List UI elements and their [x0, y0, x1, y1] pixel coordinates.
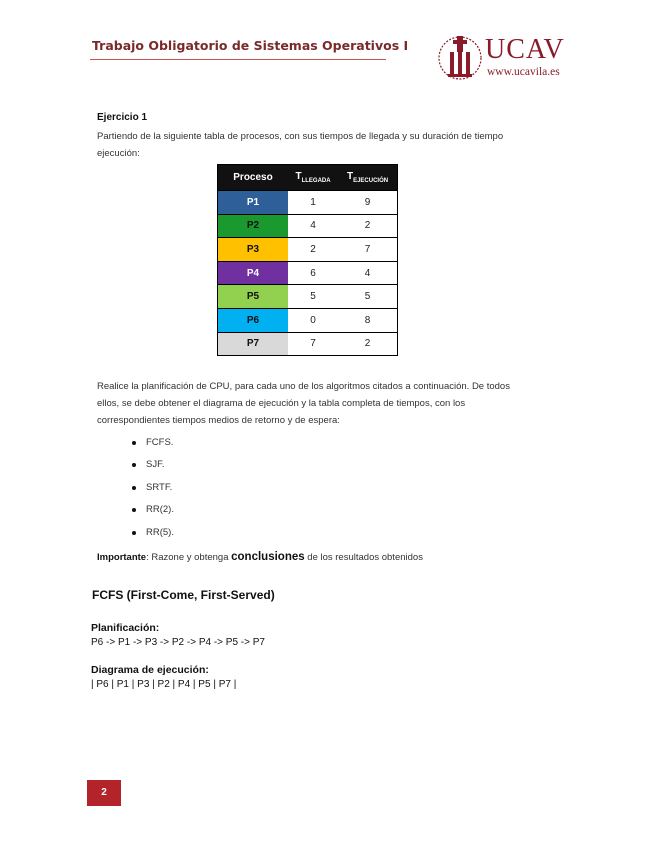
process-cell: P3: [218, 238, 289, 262]
process-cell: P6: [218, 308, 289, 332]
list-item: FCFS.: [132, 432, 174, 454]
llegada-cell: 6: [288, 261, 338, 285]
table-row: [218, 308, 398, 332]
llegada-cell: 7: [288, 332, 338, 356]
col-t-llegada-t: T: [295, 171, 302, 182]
algorithm-list: [132, 432, 174, 544]
page-number: 2: [87, 780, 121, 806]
important-note: [97, 551, 423, 563]
important-pre: : Razone y obtenga: [146, 552, 232, 563]
planning-value: P6 -> P1 -> P3 -> P2 -> P4 -> P5 -> P7: [91, 637, 265, 648]
exercise-intro: Partiendo de la siguiente tabla de procesos, con sus tiempos de llegada y su duración de tiempo ejecución:: [97, 131, 504, 159]
ejecucion-cell: 2: [338, 332, 397, 356]
process-cell: P2: [218, 214, 289, 238]
col-t-llegada-sub: LLEGADA: [301, 178, 331, 184]
table-row: [218, 332, 398, 356]
planning-label: Planificación:: [91, 622, 160, 634]
list-item: RR(2).: [132, 499, 174, 521]
exercise-title: Ejercicio 1: [97, 112, 148, 123]
list-item: SJF.: [132, 454, 174, 476]
table-row: [218, 261, 398, 285]
process-cell: P4: [218, 261, 289, 285]
fcfs-heading: FCFS (First-Come, First-Served): [92, 588, 275, 602]
important-word: conclusiones: [231, 551, 305, 563]
table-row: [218, 285, 398, 309]
llegada-cell: 0: [288, 308, 338, 332]
llegada-cell: 5: [288, 285, 338, 309]
list-item: RR(5).: [132, 522, 174, 544]
process-table-header: [218, 165, 398, 191]
ejecucion-cell: 2: [338, 214, 397, 238]
process-cell: P5: [218, 285, 289, 309]
ejecucion-cell: 5: [338, 285, 397, 309]
diagram-value: | P6 | P1 | P3 | P2 | P4 | P5 | P7 |: [91, 679, 237, 690]
col-t-ejecucion-sub: EJECUCIÓN: [353, 178, 389, 184]
col-proceso: Proceso: [218, 165, 289, 191]
process-cell: P7: [218, 332, 289, 356]
table-row: [218, 214, 398, 238]
llegada-cell: 1: [288, 191, 338, 215]
ejecucion-cell: 7: [338, 238, 397, 262]
diagram-label: Diagrama de ejecución:: [91, 664, 209, 676]
process-cell: P1: [218, 191, 289, 215]
col-t-ejecucion-t: T: [346, 171, 354, 182]
instructions: Realice la planificación de CPU, para cada uno de los algoritmos citados a continuación. De todos ellos, se debe obtener el diagrama de ejecución y la tabla completa de tiempos, con los correspondientes tiempos medios de retorno y de espera:: [97, 381, 510, 426]
ejecucion-cell: 8: [338, 308, 397, 332]
list-item: SRTF.: [132, 477, 174, 499]
important-post: de los resultados obtenidos: [304, 552, 423, 563]
header-title: Trabajo Obligatorio de Sistemas Operativos I: [92, 38, 409, 53]
table-row: [218, 191, 398, 215]
llegada-cell: 2: [288, 238, 338, 262]
llegada-cell: 4: [288, 214, 338, 238]
important-label: Importante: [97, 552, 147, 563]
table-row: [218, 238, 398, 262]
ucav-logo: [437, 32, 577, 84]
col-t-ejecucion: [338, 165, 397, 191]
ejecucion-cell: 4: [338, 261, 397, 285]
process-table: [217, 164, 398, 356]
logo-name: UCAV: [485, 34, 565, 65]
university-seal-icon: [437, 32, 483, 84]
header-divider: [90, 59, 386, 60]
col-t-llegada: [288, 165, 338, 191]
logo-website: www.ucavila.es: [487, 66, 560, 78]
ejecucion-cell: 9: [338, 191, 397, 215]
